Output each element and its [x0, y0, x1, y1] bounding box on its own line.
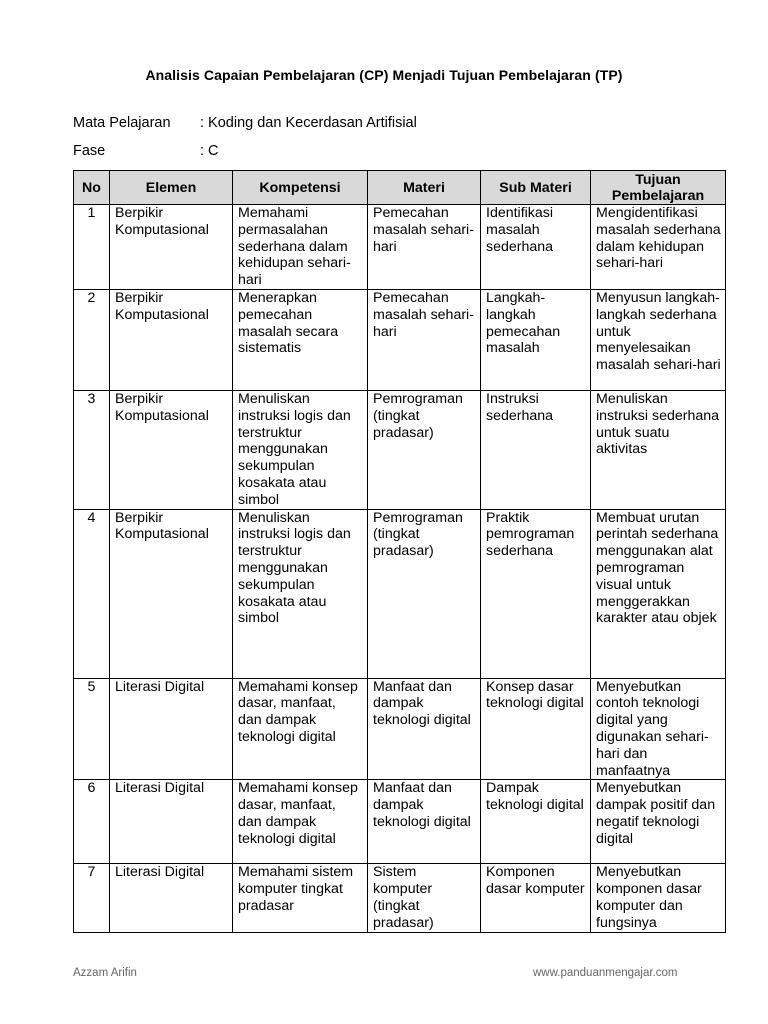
cell-sub-materi: Identifikasi masalah sederhana — [481, 205, 591, 290]
header-sub-materi: Sub Materi — [481, 171, 591, 205]
cell-tujuan: Menyusun langkah-langkah sederhana untuk menyelesaikan masalah sehari-hari — [591, 289, 726, 390]
header-materi: Materi — [368, 171, 481, 205]
cell-sub-materi: Langkah-langkah pemecahan masalah — [481, 289, 591, 390]
cell-materi: Pemrograman (tingkat pradasar) — [368, 509, 481, 678]
cell-no: 7 — [74, 864, 110, 932]
table-header-row — [74, 171, 726, 205]
cp-tp-table — [73, 170, 726, 933]
cell-kompetensi: Memahami konsep dasar, manfaat, dan dampak teknologi digital — [233, 678, 368, 780]
cell-tujuan: Menyebutkan contoh teknologi digital yang digunakan sehari-hari dan manfaatnya — [591, 678, 726, 780]
cell-elemen: Berpikir Komputasional — [110, 390, 233, 509]
cell-no: 2 — [74, 289, 110, 390]
cell-elemen: Literasi Digital — [110, 864, 233, 932]
footer-website: www.panduanmengajar.com — [533, 967, 678, 979]
cell-no: 1 — [74, 205, 110, 290]
phase-value: : C — [200, 143, 219, 159]
cell-tujuan: Menuliskan instruksi sederhana untuk suatu aktivitas — [591, 390, 726, 509]
cell-kompetensi: Memahami permasalahan sederhana dalam kehidupan sehari-hari — [233, 205, 368, 290]
subject-line — [73, 115, 417, 131]
document-title: Analisis Capaian Pembelajaran (CP) Menjadi Tujuan Pembelajaran (TP) — [145, 67, 623, 83]
header-kompetensi: Kompetensi — [233, 171, 368, 205]
cell-materi: Pemecahan masalah sehari-hari — [368, 205, 481, 290]
cell-tujuan: Menyebutkan komponen dasar komputer dan fungsinya — [591, 864, 726, 932]
cell-elemen: Berpikir Komputasional — [110, 289, 233, 390]
cell-sub-materi: Praktik pemrograman sederhana — [481, 509, 591, 678]
cell-tujuan: Menyebutkan dampak positif dan negatif teknologi digital — [591, 780, 726, 864]
cell-materi: Manfaat dan dampak teknologi digital — [368, 780, 481, 864]
header-tujuan-pembelajaran: Tujuan Pembelajaran — [591, 171, 726, 205]
cell-materi: Manfaat dan dampak teknologi digital — [368, 678, 481, 780]
cell-tujuan: Membuat urutan perintah sederhana menggunakan alat pemrograman visual untuk menggerakkan karakter atau objek — [591, 509, 726, 678]
cell-kompetensi: Menuliskan instruksi logis dan terstruktur menggunakan sekumpulan kosakata atau simbol — [233, 509, 368, 678]
header-elemen: Elemen — [110, 171, 233, 205]
cell-elemen: Literasi Digital — [110, 678, 233, 780]
header-no: No — [74, 171, 110, 205]
cell-elemen: Berpikir Komputasional — [110, 509, 233, 678]
table-row — [74, 864, 726, 932]
footer-author: Azzam Arifin — [73, 967, 137, 979]
table-row — [74, 780, 726, 864]
cell-sub-materi: Komponen dasar komputer — [481, 864, 591, 932]
cell-materi: Pemecahan masalah sehari-hari — [368, 289, 481, 390]
cell-kompetensi: Memahami konsep dasar, manfaat, dan dampak teknologi digital — [233, 780, 368, 864]
cell-materi: Pemrograman (tingkat pradasar) — [368, 390, 481, 509]
cell-no: 4 — [74, 509, 110, 678]
cell-kompetensi: Memahami sistem komputer tingkat pradasar — [233, 864, 368, 932]
cell-sub-materi: Dampak teknologi digital — [481, 780, 591, 864]
cell-sub-materi: Instruksi sederhana — [481, 390, 591, 509]
cell-elemen: Literasi Digital — [110, 780, 233, 864]
cell-no: 6 — [74, 780, 110, 864]
table-row — [74, 509, 726, 678]
cell-elemen: Berpikir Komputasional — [110, 205, 233, 290]
table-row — [74, 390, 726, 509]
cell-tujuan: Mengidentifikasi masalah sederhana dalam kehidupan sehari-hari — [591, 205, 726, 290]
cell-kompetensi: Menerapkan pemecahan masalah secara sistematis — [233, 289, 368, 390]
table-row — [74, 678, 726, 780]
phase-line — [73, 143, 219, 159]
table-row — [74, 205, 726, 290]
cell-no: 3 — [74, 390, 110, 509]
cell-materi: Sistem komputer (tingkat pradasar) — [368, 864, 481, 932]
phase-label: Fase — [73, 143, 106, 159]
cell-sub-materi: Konsep dasar teknologi digital — [481, 678, 591, 780]
table-row — [74, 289, 726, 390]
subject-value: : Koding dan Kecerdasan Artifisial — [200, 115, 417, 131]
cell-kompetensi: Menuliskan instruksi logis dan terstruktur menggunakan sekumpulan kosakata atau simbol — [233, 390, 368, 509]
subject-label: Mata Pelajaran — [73, 115, 171, 131]
cell-no: 5 — [74, 678, 110, 780]
